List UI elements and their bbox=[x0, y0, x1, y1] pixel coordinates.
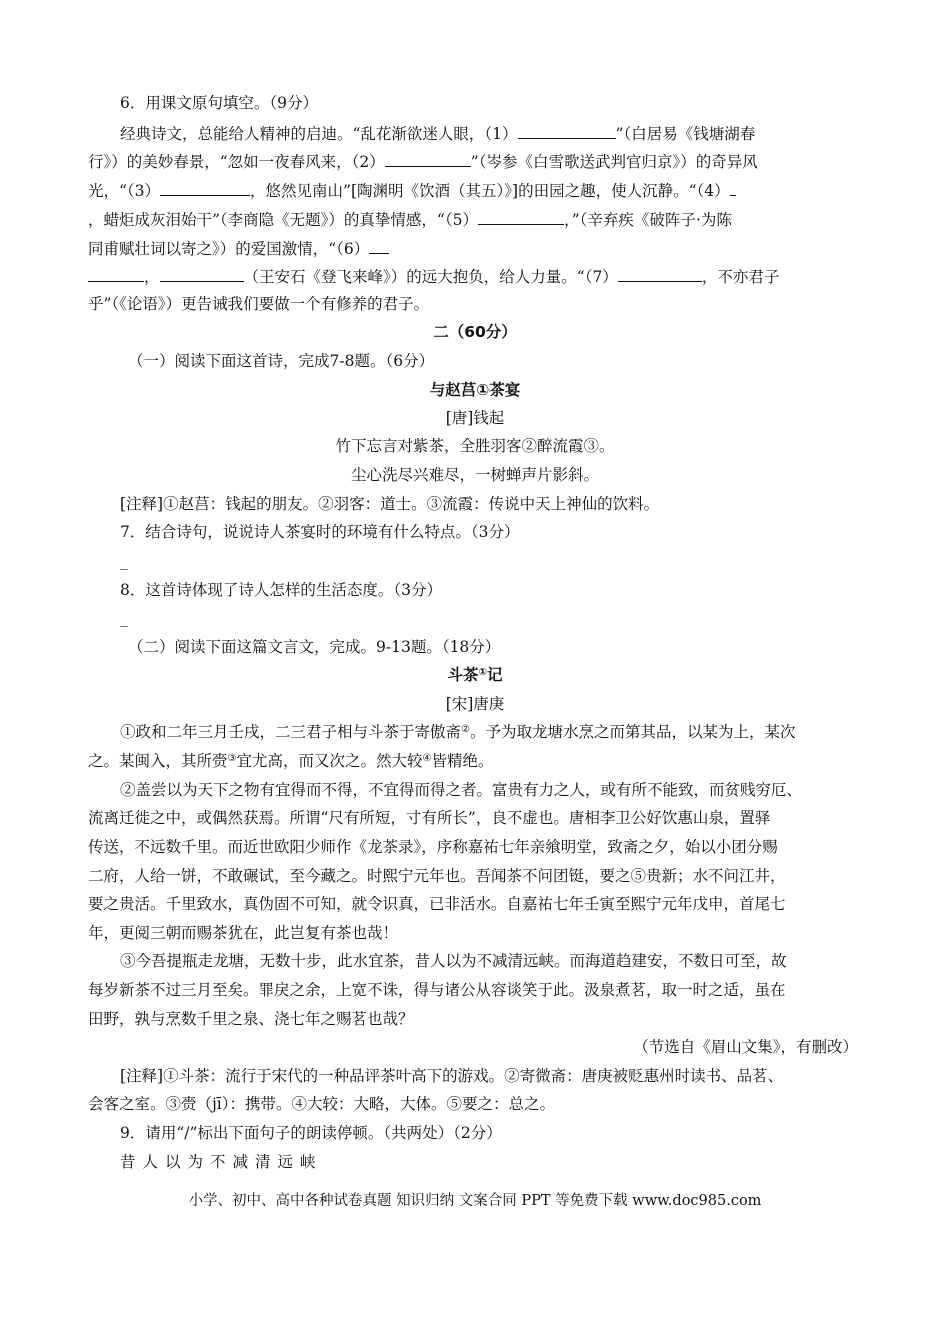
answer-blank-2[interactable] bbox=[385, 150, 471, 167]
essay-p2-line-6: 年，更阅三朝而赐茶犹在，此岂复有茶也哉！ bbox=[88, 924, 399, 942]
essay-source: （节选自《眉山文集》，有删改） bbox=[633, 1038, 858, 1056]
essay-title: 斗茶①记 bbox=[447, 666, 503, 684]
essay-author: [宋]唐庚 bbox=[445, 695, 505, 713]
poem-notes: [注释]①赵莒：钱起的朋友。②羽客：道士。③流霞：传说中天上神仙的饮料。 bbox=[120, 495, 660, 513]
essay-notes-line-2: 会客之室。③赍（jī）：携带。④大较：大略，大体。⑤要之：总之。 bbox=[88, 1095, 556, 1113]
essay-p3-line-1: ③今吾提瓶走龙塘，无数十步，此水宜茶，昔人以为不减清远峡。而海道趋建安，不数日可至，故 bbox=[120, 952, 787, 970]
q6-line-3: 光，“（3） ，悠然见南山”[陶渊明《饮酒（其五）》]的田园之趣，使人沉静。“（4） bbox=[88, 179, 863, 201]
answer-blank-3[interactable] bbox=[160, 179, 250, 196]
q6-line-1: 经典诗文，总能给人精神的启迪。“乱花渐欲迷人眼，（1） ”（白居易《钱塘湖春 bbox=[120, 122, 863, 144]
essay-p1-line-1: ①政和二年三月壬戌，二三君子相与斗茶于寄傲斋②。予为取龙塘水烹之而第其品，以某为上，某次 bbox=[120, 723, 796, 741]
q6-line-5: 同甫赋壮词以寄之》）的爱国激情，“（6） bbox=[88, 237, 863, 259]
poem-line-1: 竹下忘言对紫茶，全胜羽客②醉流霞③。 bbox=[335, 437, 615, 455]
answer-blank-6b[interactable] bbox=[88, 265, 144, 282]
page-footer: 小学、初中、高中各种试卷真题 知识归纳 文案合同 PPT 等免费下载 www.doc985.com bbox=[188, 1193, 762, 1209]
part2-instruction: （二）阅读下面这篇文言文，完成。9-13题。（18分） bbox=[128, 638, 501, 656]
section-heading: 二（60分） bbox=[433, 323, 517, 341]
q7-question: 7．结合诗句，说说诗人茶宴时的环境有什么特点。（3分） bbox=[120, 523, 520, 541]
q6-line-6: ， （王安石《登飞来峰》）的远大抱负，给人力量。“（7） ，不亦君子 bbox=[88, 265, 863, 287]
q6-line-4: ，蜡炬成灰泪始干”（李商隐《无题》）的真挚情感，“（5） ，”（辛弃疾《破阵子·为陈 bbox=[88, 208, 863, 230]
q9-sentence: 昔人以为不减清远峡 bbox=[120, 1153, 323, 1171]
q8-answer-mark[interactable]: _ bbox=[120, 609, 128, 627]
answer-blank-4[interactable] bbox=[730, 179, 736, 196]
essay-p2-line-1: ②盖尝以为天下之物有宜得而不得，不宜得而得之者。富贵有力之人，或有所不能致，而贫贱穷厄、 bbox=[120, 781, 803, 799]
poem-author: [唐]钱起 bbox=[445, 409, 505, 427]
q8-question: 8．这首诗体现了诗人怎样的生活态度。（3分） bbox=[120, 581, 442, 599]
essay-p3-line-3: 田野，孰与烹数千里之泉、浇七年之赐茗也哉？ bbox=[88, 1010, 414, 1028]
essay-p2-line-5: 要之贵活。千里致水，真伪固不可知，就令识真，已非活水。自嘉祐七年壬寅至熙宁元年戊申，首尾七 bbox=[88, 895, 786, 913]
poem-title: 与赵莒①茶宴 bbox=[429, 381, 521, 399]
answer-blank-1[interactable] bbox=[518, 122, 616, 139]
answer-blank-5[interactable] bbox=[478, 208, 564, 225]
essay-p2-line-3: 传送，不远数千里。而近世欧阳少师作《龙茶录》，序称嘉祐七年亲飨明堂，致斋之夕，始以小团分赐 bbox=[88, 838, 778, 856]
poem-line-2: 尘心洗尽兴难尽，一树蝉声片影斜。 bbox=[350, 466, 599, 484]
essay-p2-line-2: 流离迁徙之中，或偶然获焉。所谓“尺有所短，寸有所长”，良不虚也。唐相李卫公好饮惠山泉，置驿 bbox=[88, 809, 771, 827]
answer-blank-7[interactable] bbox=[618, 265, 702, 282]
q6-line-7: 乎”（《论语》）更告诫我们要做一个有修养的君子。 bbox=[88, 295, 430, 313]
essay-p2-line-4: 二府，人给一饼，不敢碾试，至今藏之。时熙宁元年也。吾闻茶不问团铤，要之⑤贵新；水不问江井， bbox=[88, 867, 786, 885]
essay-p1-line-2: 之。某闽入，其所赍③宜尤高，而又次之。然大较④皆精绝。 bbox=[88, 752, 494, 770]
q9-question: 9．请用“/”标出下面句子的朗读停顿。（共两处）（2分） bbox=[120, 1124, 502, 1142]
q7-answer-mark[interactable]: _ bbox=[120, 552, 128, 570]
answer-blank-6c[interactable] bbox=[160, 265, 244, 282]
q6-line-2: 行》）的美妙春景，“忽如一夜春风来，（2） ”（岑参《白雪歌送武判官归京》）的奇异风 bbox=[88, 150, 863, 172]
answer-blank-6a[interactable] bbox=[369, 237, 389, 254]
essay-notes-line-1: [注释]①斗茶：流行于宋代的一种品评茶叶高下的游戏。②寄微斋：唐庚被贬惠州时读书、品茗、 bbox=[120, 1067, 784, 1085]
part1-instruction: （一）阅读下面这首诗，完成7-8题。（6分） bbox=[128, 352, 435, 370]
q6-title: 6．用课文原句填空。（9分） bbox=[120, 94, 318, 112]
essay-p3-line-2: 每岁新茶不过三月至矣。罪戾之余，上宽不诛，得与诸公从容谈笑于此。汲泉煮茗，取一时之适，虽在 bbox=[88, 981, 786, 999]
